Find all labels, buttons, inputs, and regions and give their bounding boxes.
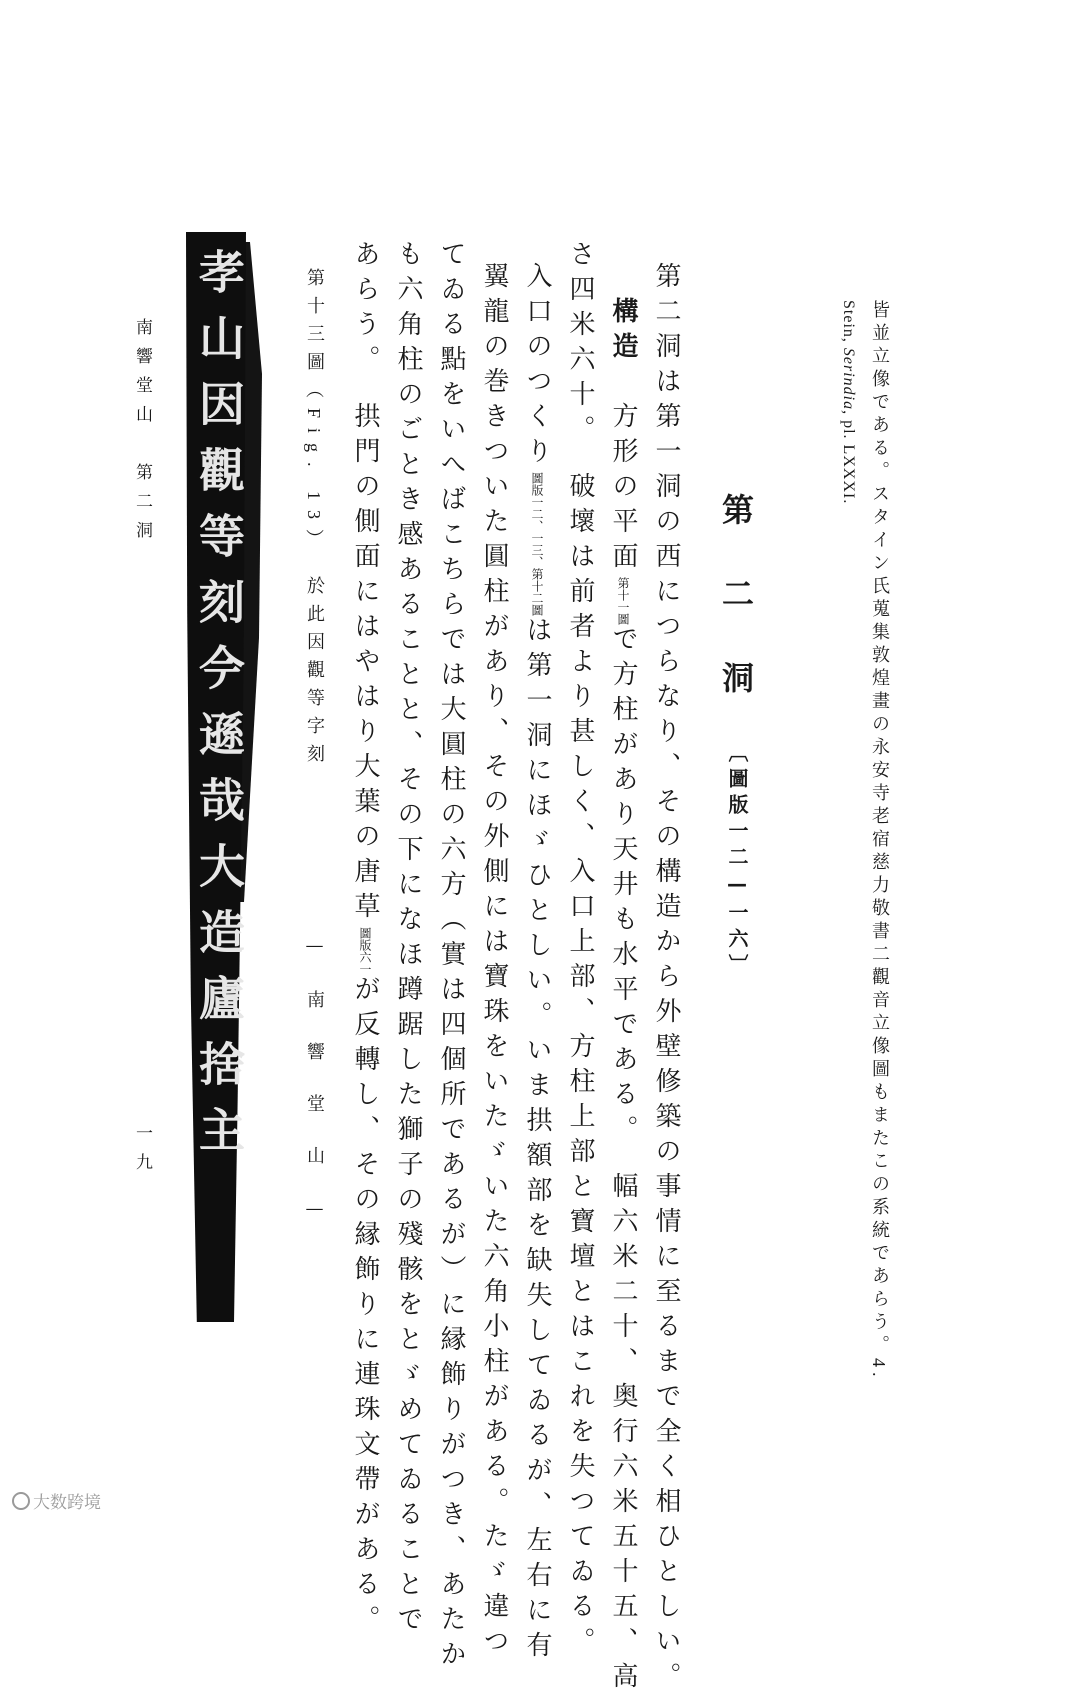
body-text: は第一洞にほゞひとしい。いま拱額部を缺失してゐるが、左右に有 (522, 616, 552, 1666)
section-title: 第二洞 (717, 493, 755, 745)
body-column-5: 翼龍の巻きついた圓柱があり、その外側には寶珠をいたゞいた六角小柱がある。たゞ違つ (479, 262, 509, 1662)
caption-label: 第十三圖 (304, 268, 325, 380)
reference-author: Stein, (840, 300, 857, 343)
body-column-4 (524, 262, 550, 1666)
body-column-1: 第二洞は第一洞の西につらなり、その構造から外壁修築の事情に至るまで全く相ひとしい。 (651, 262, 681, 1697)
section-plate-reference: 〔圖版一二—一六〕 (725, 742, 749, 980)
inscription-rubbing-glyphs: 孝山因觀等刻𫝆遜哉大造廬捨主 (192, 248, 246, 1172)
body-text: あらう。 拱門の側面にはやはり大葉の唐草 (350, 240, 380, 927)
footnote-line-reference (840, 300, 856, 504)
watermark (12, 1488, 101, 1513)
figure-annotation: 第十一圖 (616, 577, 630, 625)
page-number: 一九 (132, 1124, 152, 1182)
plate-annotation: 圖版一二、一三、第十二圖 (530, 472, 544, 616)
body-column-6: てゐる點をいへばこちらでは大圓柱の六方（實は四個所であるが）に縁飾りがつき、あたか (436, 240, 466, 1675)
body-column-3: さ四米六十。 破壞は前者より甚しく、入口上部、方柱上部と寶壇とはこれを失つてゐる。 (565, 240, 595, 1662)
body-text: 入口のつくり (522, 262, 552, 472)
watermark-text: 大数跨境 (33, 1493, 101, 1513)
body-column-2 (610, 297, 636, 1697)
footnote-text: 皆並立像である。スタイン氏蒐集敦煌畫の永安寺老宿慈力敬書二觀音立像圖もまたこの系統であらう。 (869, 300, 890, 1358)
footnote-number: 4. (869, 1358, 889, 1382)
structure-label: 構造 (608, 297, 638, 367)
watermark-logo-icon (12, 1492, 30, 1510)
running-head: 南響堂山 第二洞 (132, 318, 152, 550)
reference-plate: pl. LXXXI. (840, 420, 857, 505)
figure-caption (305, 268, 323, 772)
caption-text: 於此因觀等字刻 (304, 576, 325, 773)
body-column-8 (352, 240, 378, 1640)
body-column-7: も六角柱のごとき感あることと、その下になほ蹲踞した獅子の殘骸をとゞめてゐることで (393, 240, 423, 1640)
caption-fig-number: （Fig. 13） (304, 380, 324, 549)
footnote-line-japanese (870, 300, 888, 1382)
reference-title: Serindia, (840, 347, 857, 416)
caption-location: —南響堂山— (304, 935, 325, 1253)
body-text: が反轉し、その縁飾りに連珠文帶がある。 (350, 975, 380, 1640)
plate-annotation: 圖版六一 (358, 927, 372, 975)
body-text: 方形の平面 (608, 367, 638, 577)
body-text: で方柱があり天井も水平である。 幅六米二十、奥行六米五十五、高 (608, 625, 638, 1697)
